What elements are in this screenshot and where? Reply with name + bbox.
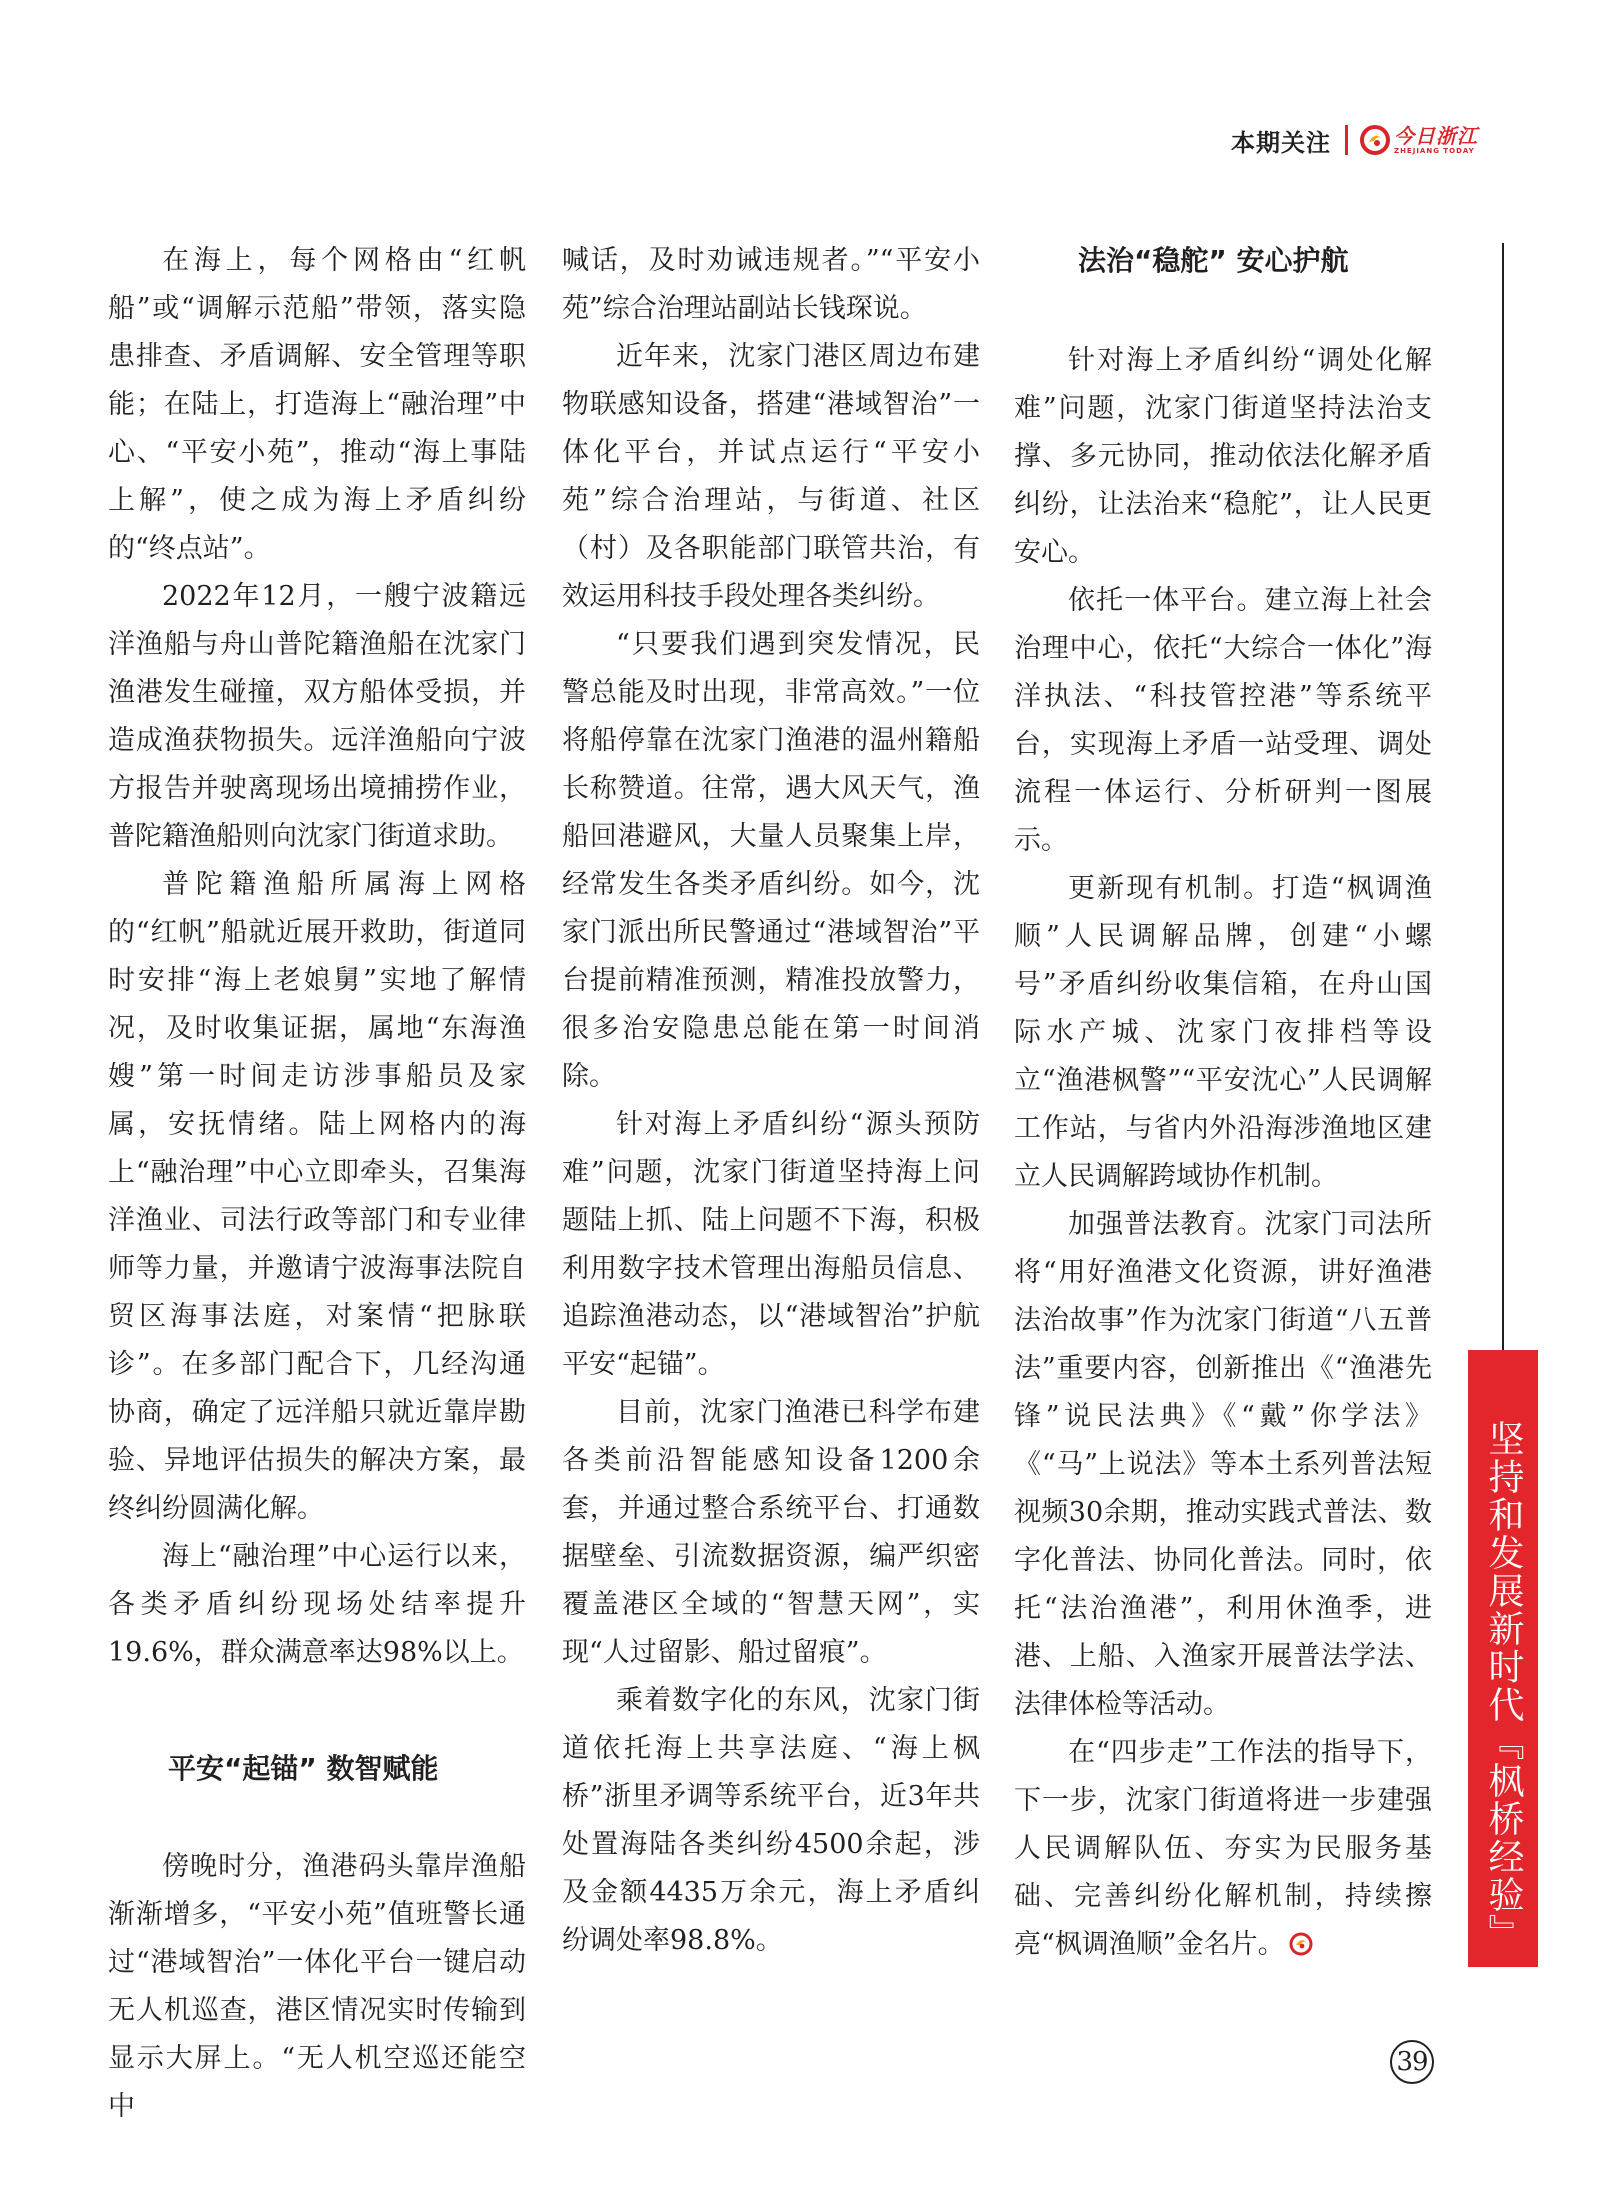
- article-column-2: [562, 237, 980, 1965]
- paragraph: 乘着数字化的东风，沈家门街道依托海上共享法庭、“海上枫桥”浙里矛调等系统平台，近3年共处置海陆各类纠纷4500余起，涉及金额4435万余元，海上矛盾纠纷调处率98.8%。: [562, 1685, 980, 1956]
- paragraph: 针对海上矛盾纠纷“调处化解难”问题，沈家门街道坚持法治支撑、多元协同，推动依法化解矛盾纠纷，让法治来“稳舵”，让人民更安心。: [1014, 345, 1432, 568]
- section-label: 本期关注: [1231, 128, 1331, 157]
- paragraph: 傍晚时分，渔港码头靠岸渔船渐渐增多，“平安小苑”值班警长通过“港域智治”一体化平台一键启动无人机巡查，港区情况实时传输到显示大屏上。“无人机空巡还能空中: [108, 1851, 526, 2122]
- article-column-1: [108, 237, 526, 2131]
- paragraph: 依托一体平台。建立海上社会治理中心，依托“大综合一体化”海洋执法、“科技管控港”等系统平台，实现海上矛盾一站受理、调处流程一体运行、分析研判一图展示。: [1014, 585, 1432, 856]
- paragraph: 更新现有机制。打造“枫调渔顺”人民调解品牌，创建“小螺号”矛盾纠纷收集信箱，在舟山国际水产城、沈家门夜排档等设立“渔港枫警”“平安沈心”人民调解工作站，与省内外沿海涉渔地区建立人民调解跨域协作机制。: [1014, 873, 1432, 1192]
- paragraph-final-text: 在“四步走”工作法的指导下，下一步，沈家门街道将进一步建强人民调解队伍、夯实为民服务基础、完善纠纷化解机制，持续擦亮“枫调渔顺”金名片。: [1014, 1737, 1432, 1960]
- logo-english-text: ZHEJIANG TODAY: [1394, 146, 1475, 155]
- paragraph: “只要我们遇到突发情况，民警总能及时出现，非常高效。”一位将船停靠在沈家门渔港的温州籍船长称赞道。往常，遇大风天气，渔船回港避风，大量人员聚集上岸，经常发生各类矛盾纠纷。如今，沈家门派出所民警通过“港域智治”平台提前精准预测，精准投放警力，很多治安隐患总能在第一时间消除。: [562, 629, 980, 1092]
- paragraph: 在海上，每个网格由“红帆船”或“调解示范船”带领，落实隐患排查、矛盾调解、安全管理等职能；在陆上，打造海上“融治理”中心、“平安小苑”，推动“海上事陆上解”，使之成为海上矛盾纠纷的“终点站”。: [108, 245, 526, 564]
- paragraph: 海上“融治理”中心运行以来，各类矛盾纠纷现场处结率提升19.6%，群众满意率达98%以上。: [108, 1541, 526, 1668]
- publication-logo: [1360, 125, 1478, 155]
- series-banner: [1468, 1350, 1538, 1967]
- paragraph: 近年来，沈家门港区周边布建物联感知设备，搭建“港域智治”一体化平台，并试点运行“平安小苑”综合治理站，与街道、社区（村）及各职能部门联管共治，有效运用科技手段处理各类纠纷。: [562, 341, 980, 612]
- section-subheading: 法治“稳舵” 安心护航: [1078, 244, 1349, 277]
- paragraph-final: [1014, 1729, 1432, 1969]
- paragraph: 目前，沈家门渔港已科学布建各类前沿智能感知设备1200余套，并通过整合系统平台、打通数据壁垒、引流数据资源，编严织密覆盖港区全域的“智慧天网”，实现“人过留影、船过留痕”。: [562, 1397, 980, 1668]
- end-mark-icon: [1289, 1932, 1313, 1956]
- logo-chinese-text: 今日浙江: [1394, 123, 1478, 148]
- decorative-vertical-rule: [1502, 243, 1504, 1350]
- header-divider: [1345, 125, 1348, 155]
- series-banner-text: 坚持和发展新时代『枫桥经验』: [1483, 1420, 1524, 1952]
- paragraph: 加强普法教育。沈家门司法所将“用好渔港文化资源，讲好渔港法治故事”作为沈家门街道“八五普法”重要内容，创新推出《“渔港先锋”说民法典》《“戴”你学法》《“马”上说法》等本土系列普法短视频30余期，推动实践式普法、数字化普法、协同化普法。同时，依托“法治渔港”，利用休渔季，进港、上船、入渔家开展普法学法、法律体检等活动。: [1014, 1209, 1432, 1720]
- article-column-3: [1014, 237, 1432, 1969]
- paragraph: 普陀籍渔船所属海上网格的“红帆”船就近展开救助，街道同时安排“海上老娘舅”实地了解情况，及时收集证据，属地“东海渔嫂”第一时间走访涉事船员及家属，安抚情绪。陆上网格内的海上“融治理”中心立即牵头，召集海洋渔业、司法行政等部门和专业律师等力量，并邀请宁波海事法院自贸区海事法庭，对案情“把脉联诊”。在多部门配合下，几经沟通协商，确定了远洋船只就近靠岸勘验、异地评估损失的解决方案，最终纠纷圆满化解。: [108, 869, 526, 1524]
- paragraph: 2022年12月，一艘宁波籍远洋渔船与舟山普陀籍渔船在沈家门渔港发生碰撞，双方船体受损，并造成渔获物损失。远洋渔船向宁波方报告并驶离现场出境捕捞作业，普陀籍渔船则向沈家门街道求助。: [108, 581, 526, 852]
- zhejiang-today-logo-icon: [1360, 125, 1390, 155]
- page-header: [1231, 120, 1478, 160]
- paragraph: 针对海上矛盾纠纷“源头预防难”问题，沈家门街道坚持海上问题陆上抓、陆上问题不下海，积极利用数字技术管理出海船员信息、追踪渔港动态，以“港域智治”护航平安“起锚”。: [562, 1109, 980, 1380]
- page-number: 39: [1390, 2040, 1434, 2084]
- paragraph-continued: 喊话，及时劝诫违规者。”“平安小苑”综合治理站副站长钱琛说。: [562, 245, 980, 324]
- logo-wordmark: [1394, 123, 1478, 155]
- section-subheading: 平安“起锚” 数智赋能: [168, 1752, 439, 1785]
